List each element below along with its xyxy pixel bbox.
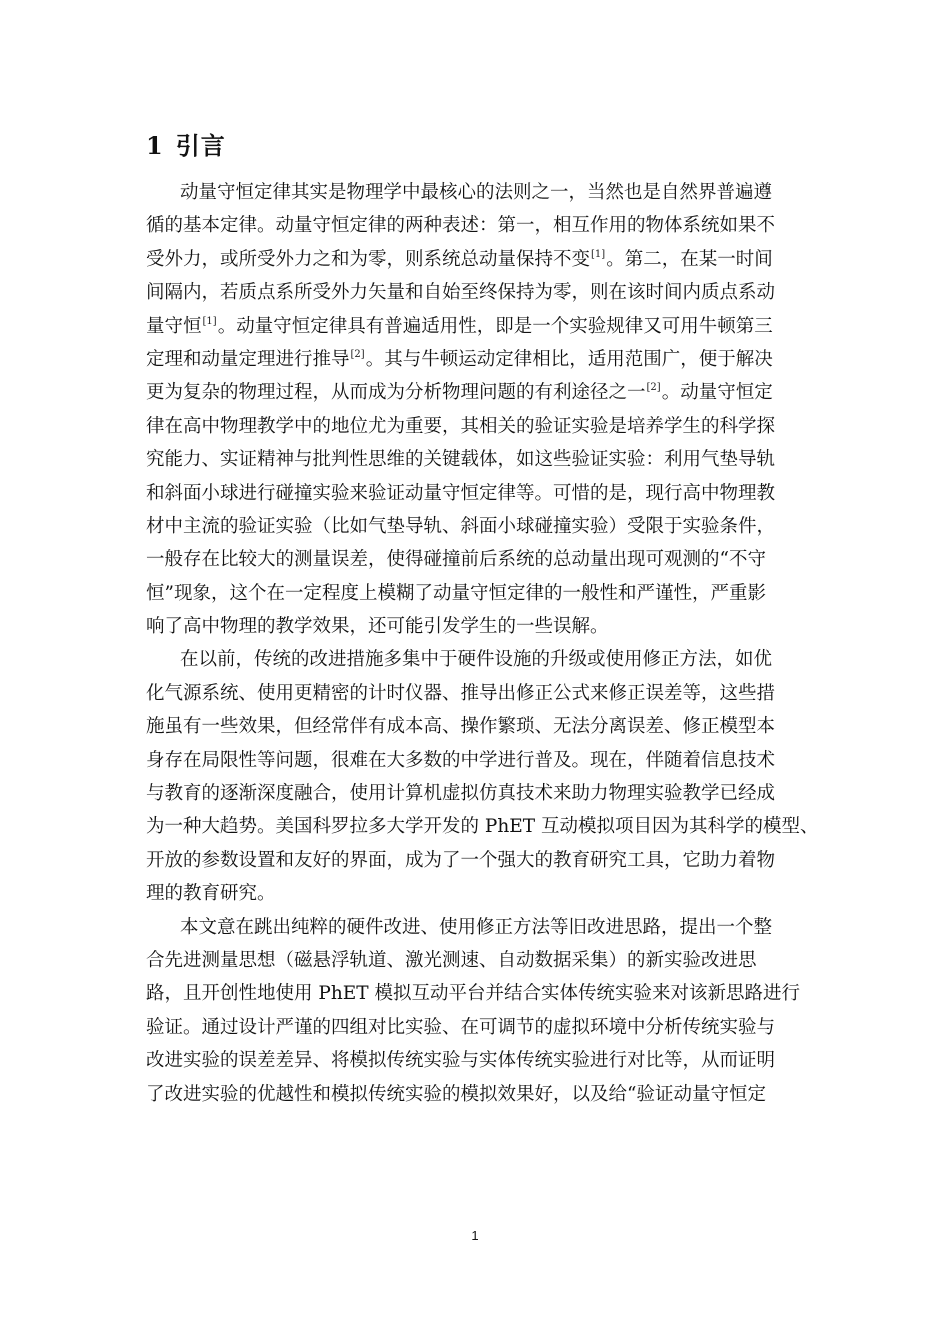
text-line — [146, 209, 836, 242]
text-segment: 合先进测量思想（磁悬浮轨道、激光测速、自动数据采集）的新实验改进思 — [146, 949, 757, 971]
text-segment: 定理和动量定理进行推导 — [146, 348, 350, 370]
text-segment: 律在高中物理教学中的地位尤为重要，其相关的验证实验是培养学生的科学探 — [146, 415, 776, 437]
text-segment: 为一种大趋势。美国科罗拉多大学开发的 PhET 互动模拟项目因为其科学的模型、 — [146, 816, 819, 838]
text-segment: 恒”现象，这个在一定程度上模糊了动量守恒定律的一般性和严谨性，严重影 — [146, 582, 766, 604]
text-segment: 究能力、实证精神与批判性思维的关键载体，如这些验证实验：利用气垫导轨 — [146, 449, 776, 471]
text-segment: 改进实验的误差差异、将模拟传统实验与实体传统实验进行对比等，从而证明 — [146, 1050, 776, 1072]
text-line — [146, 744, 836, 777]
section-number: 1 — [146, 131, 164, 160]
text-segment: 与教育的逐渐深度融合，使用计算机虚拟仿真技术来助力物理实验教学已经成 — [146, 783, 776, 805]
text-line — [146, 543, 836, 576]
text-line — [146, 477, 836, 510]
text-line — [146, 810, 836, 843]
citation-reference: [1] — [591, 248, 606, 260]
text-segment: 化气源系统、使用更精密的计时仪器、推导出修正公式来修正误差等，这些措 — [146, 682, 776, 704]
text-segment: 。动量守恒定律具有普遍适用性，即是一个实验规律又可用牛顿第三 — [217, 315, 773, 337]
text-segment: 验证。通过设计严谨的四组对比实验、在可调节的虚拟环境中分析传统实验与 — [146, 1016, 776, 1038]
text-segment: 一般存在比较大的测量误差，使得碰撞前后系统的总动量出现可观测的“不守 — [146, 549, 766, 571]
text-line — [146, 844, 836, 877]
text-line — [146, 944, 836, 977]
citation-reference: [2] — [350, 348, 365, 360]
text-segment: 和斜面小球进行碰撞实验来验证动量守恒定律等。可惜的是，现行高中物理教 — [146, 482, 776, 504]
text-line — [146, 1044, 836, 1077]
page-number: 1 — [471, 1228, 479, 1243]
text-line — [146, 1011, 836, 1044]
text-line — [146, 610, 836, 643]
text-line — [146, 777, 836, 810]
text-segment: 理的教育研究。 — [146, 883, 276, 905]
text-line — [146, 911, 836, 944]
text-line — [146, 977, 836, 1010]
text-segment: 。第二，在某一时间 — [606, 248, 773, 270]
text-line — [146, 710, 836, 743]
section-title: 引言 — [175, 131, 226, 160]
text-line — [146, 1078, 836, 1111]
text-segment: 更为复杂的物理过程，从而成为分析物理问题的有利途径之一 — [146, 382, 646, 404]
text-segment: 。其与牛顿运动定律相比，适用范围广，便于解决 — [365, 348, 773, 370]
text-line — [146, 243, 836, 276]
text-line — [146, 276, 836, 309]
text-segment: 循的基本定律。动量守恒定律的两种表述：第一，相互作用的物体系统如果不 — [146, 215, 776, 237]
text-line — [146, 176, 836, 209]
text-line — [146, 577, 836, 610]
text-segment: 身存在局限性等问题，很难在大多数的中学进行普及。现在，伴随着信息技术 — [146, 749, 776, 771]
text-segment: 路，且开创性地使用 PhET 模拟互动平台并结合实体传统实验来对该新思路进行 — [146, 983, 800, 1005]
text-line — [146, 343, 836, 376]
text-line — [146, 310, 836, 343]
text-segment: 动量守恒定律其实是物理学中最核心的法则之一，当然也是自然界普遍遵 — [180, 182, 773, 203]
text-segment: 了改进实验的优越性和模拟传统实验的模拟效果好，以及给“验证动量守恒定 — [146, 1083, 766, 1105]
text-segment: 材中主流的验证实验（比如气垫导轨、斜面小球碰撞实验）受限于实验条件， — [146, 515, 776, 537]
body-text — [146, 176, 836, 1111]
text-segment: 在以前，传统的改进措施多集中于硬件设施的升级或使用修正方法，如优 — [180, 649, 773, 671]
section-heading — [146, 126, 226, 161]
text-line — [146, 410, 836, 443]
text-line — [146, 376, 836, 409]
text-segment: 间隔内，若质点系所受外力矢量和自始至终保持为零，则在该时间内质点系动 — [146, 282, 776, 304]
text-segment: 本文意在跳出纯粹的硬件改进、使用修正方法等旧改进思路，提出一个整 — [180, 916, 773, 938]
text-segment: 。动量守恒定 — [661, 382, 773, 404]
text-segment: 响了高中物理的教学效果，还可能引发学生的一些误解。 — [146, 616, 609, 638]
text-line — [146, 510, 836, 543]
text-line — [146, 443, 836, 476]
text-segment: 开放的参数设置和友好的界面，成为了一个强大的教育研究工具，它助力着物 — [146, 849, 776, 871]
citation-reference: [2] — [646, 382, 661, 394]
text-line — [146, 677, 836, 710]
citation-reference: [1] — [202, 315, 217, 327]
text-line — [146, 643, 836, 676]
text-segment: 受外力，或所受外力之和为零，则系统总动量保持不变 — [146, 248, 591, 270]
text-line — [146, 877, 836, 910]
text-segment: 量守恒 — [146, 315, 202, 337]
text-segment: 施虽有一些效果，但经常伴有成本高、操作繁琐、无法分离误差、修正模型本 — [146, 716, 776, 738]
